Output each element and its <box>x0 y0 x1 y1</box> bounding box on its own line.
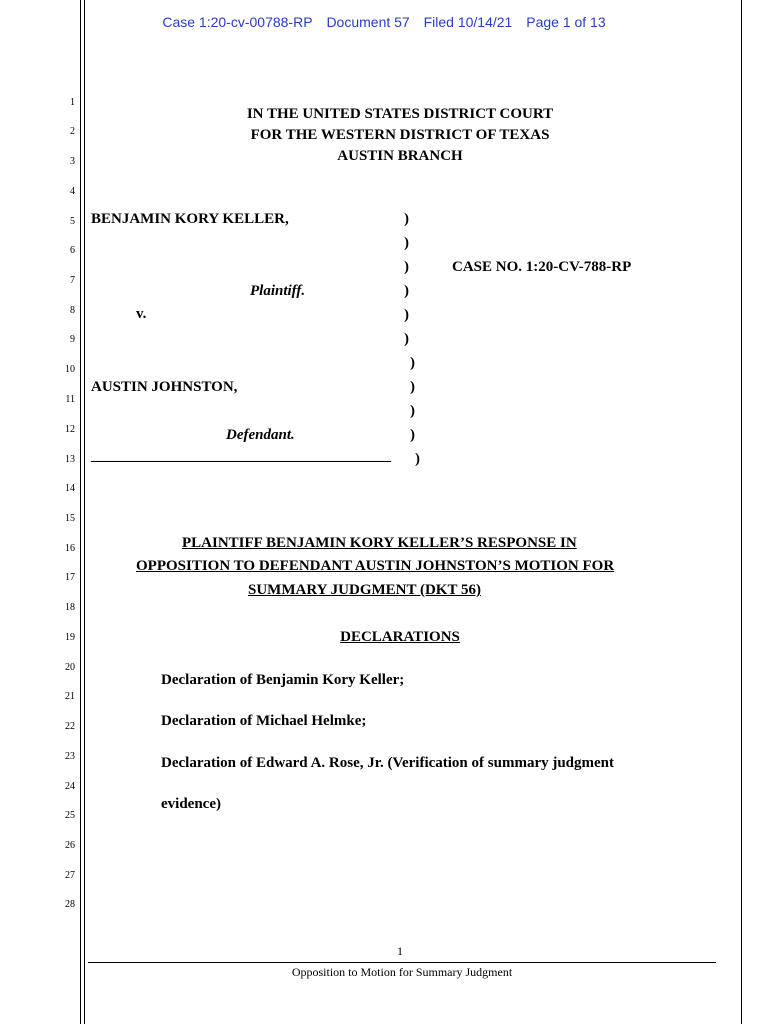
line-number: 5 <box>70 216 75 227</box>
margin-rule-outer <box>80 0 81 1024</box>
caption-paren: ) <box>410 427 415 443</box>
caption-paren: ) <box>404 235 409 251</box>
declarations-heading: DECLARATIONS <box>340 629 460 645</box>
court-branch: AUSTIN BRANCH <box>337 148 463 164</box>
document-number-stamp: Document 57 <box>326 14 410 30</box>
line-number: 1 <box>70 97 75 108</box>
court-district: FOR THE WESTERN DISTRICT OF TEXAS <box>250 127 550 143</box>
line-number: 20 <box>65 662 75 673</box>
caption-paren: ) <box>410 355 415 371</box>
caption-paren: ) <box>404 283 409 299</box>
defendant-name: AUSTIN JOHNSTON, <box>91 379 238 395</box>
plaintiff-role: Plaintiff. <box>250 283 306 299</box>
declaration-item: evidence) <box>161 796 221 812</box>
line-number: 19 <box>65 632 75 643</box>
line-number: 11 <box>65 394 75 405</box>
line-number: 25 <box>65 810 75 821</box>
margin-rule-inner <box>84 0 85 1024</box>
line-number: 22 <box>65 721 75 732</box>
line-number: 18 <box>65 602 75 613</box>
caption-paren: ) <box>415 451 420 467</box>
line-number: 26 <box>65 840 75 851</box>
line-number: 15 <box>65 513 75 524</box>
line-number: 4 <box>70 186 75 197</box>
line-number: 6 <box>70 245 75 256</box>
caption-paren: ) <box>404 259 409 275</box>
case-number-stamp: Case 1:20-cv-00788-RP <box>162 14 313 30</box>
margin-rule-right <box>741 0 742 1024</box>
caption-paren: ) <box>404 331 409 347</box>
line-number: 23 <box>65 751 75 762</box>
caption-paren: ) <box>404 211 409 227</box>
plaintiff-name: BENJAMIN KORY KELLER, <box>91 211 289 227</box>
line-number: 12 <box>65 424 75 435</box>
line-number: 16 <box>65 543 75 554</box>
line-number: 10 <box>65 364 75 375</box>
caption-paren: ) <box>404 307 409 323</box>
court-name: IN THE UNITED STATES DISTRICT COURT <box>246 106 554 122</box>
document-title-line3: SUMMARY JUDGMENT (DKT 56) <box>248 582 481 598</box>
line-number: 17 <box>65 572 75 583</box>
line-number: 13 <box>65 454 75 465</box>
line-number: 7 <box>70 275 75 286</box>
line-number: 28 <box>65 899 75 910</box>
line-number: 14 <box>65 483 75 494</box>
line-number: 3 <box>70 156 75 167</box>
line-number: 2 <box>70 126 75 137</box>
page-number: 1 <box>397 944 403 958</box>
caption-paren: ) <box>410 403 415 419</box>
line-number: 27 <box>65 870 75 881</box>
declaration-item: Declaration of Benjamin Kory Keller; <box>161 672 405 688</box>
caption-rule: ________________________________________ <box>91 448 391 464</box>
declaration-item: Declaration of Edward A. Rose, Jr. (Verification of summary judgment <box>161 755 615 771</box>
line-number: 8 <box>70 305 75 316</box>
defendant-role: Defendant. <box>226 427 295 443</box>
filing-header <box>0 14 768 30</box>
document-title-line2: OPPOSITION TO DEFENDANT AUSTIN JOHNSTON’S MOTION FOR <box>136 558 615 574</box>
filed-date-stamp: Filed 10/14/21 <box>423 14 513 30</box>
document-title-line1: PLAINTIFF BENJAMIN KORY KELLER’S RESPONSE IN <box>182 535 577 551</box>
line-number: 21 <box>65 691 75 702</box>
declaration-item: Declaration of Michael Helmke; <box>161 713 367 729</box>
footer-title: Opposition to Motion for Summary Judgment <box>88 962 716 980</box>
case-number: CASE NO. 1:20-CV-788-RP <box>452 259 632 275</box>
line-number: 9 <box>70 334 75 345</box>
versus-label: v. <box>136 306 147 322</box>
page-count-stamp: Page 1 of 13 <box>526 14 606 30</box>
line-number: 24 <box>65 781 75 792</box>
caption-paren: ) <box>410 379 415 395</box>
